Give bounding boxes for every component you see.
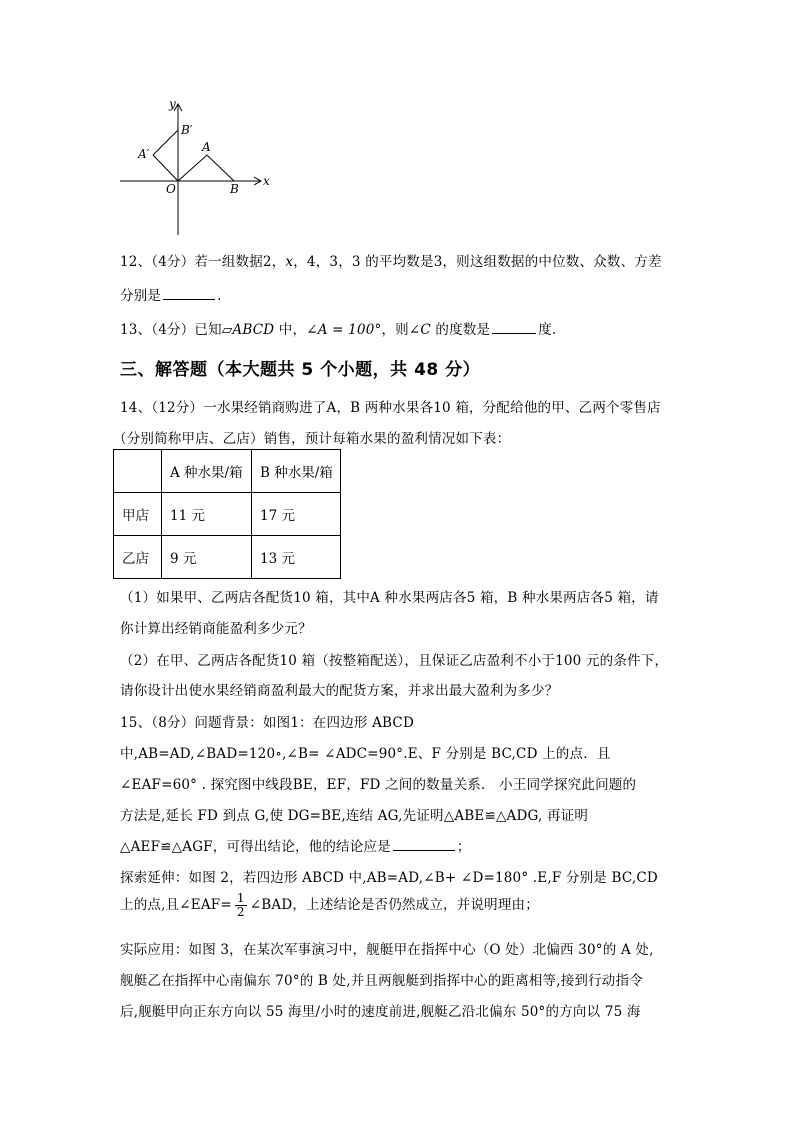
table-row [114,536,341,579]
q14-line1: 14、（12分）一水果经销商购进了A，B 两种水果各10 箱，分配给他的甲、乙两个零售店 [120,400,661,416]
table-cell: 13 元 [252,536,341,579]
table-cell: 11 元 [162,493,252,536]
q15-line8: 实际应用：如图 3，在某次军事演习中，舰艇甲在指挥中心（O 处）北偏西 30°的 A 处, [120,942,654,958]
section3-title: 三、解答题（本大题共 5 个小题，共 48 分） [120,360,481,380]
q14-part2-line2: 请你设计出使水果经销商盈利最大的配货方案，并求出最大盈利为多少？ [120,683,559,699]
q15-line1: 15、（8分）问题背景：如图1：在四边形 ABCD [120,715,414,731]
label-a: A [202,140,211,154]
table-header-row [114,450,341,493]
table-row [114,493,341,536]
q15-line10: 后,舰艇甲向正东方向以 55 海里/小时的速度前进,舰艇乙沿北偏东 50°的方向以 75 海 [120,1004,641,1020]
parallelogram-abcd: ▱ABCD [221,322,275,338]
table-header-cell [114,450,162,493]
table-header-cell: A 种水果/箱 [162,450,252,493]
table-cell: 甲店 [114,493,162,536]
angle-c: ∠C [408,322,431,338]
q15-line9: 舰艇乙在指挥中心南偏东 70°的 B 处,并且两舰艇到指挥中心的距离相等,接到行动指令 [120,973,643,989]
table-cell: 9 元 [162,536,252,579]
q13-answer-blank[interactable] [492,332,536,334]
q14-line2: （分别简称甲店、乙店）销售，预计每箱水果的盈利情况如下表： [113,431,511,447]
label-origin: O [166,182,176,196]
q15-line3: ∠EAF=60° . 探究图中线段BE，EF，FD 之间的数量关系． 小王同学探究此问题的 [120,777,637,793]
q13-line: 13、（4分）已知▱ABCD 中，∠A = 100°，则∠C 的度数是 度. [120,322,557,338]
q12-x-var: x [285,254,294,270]
table-cell: 17 元 [252,493,341,536]
q14-part2-line1: （2）在甲、乙两店各配货10 箱（按整箱配送），且保证乙店盈利不小于100 元的条件下， [120,653,669,669]
q15-answer-blank[interactable] [393,849,455,851]
table-cell: 乙店 [114,536,162,579]
profit-table [113,449,341,579]
angle-a-value: ∠A = 100° [306,322,382,338]
q15-line6: 探索延伸：如图 2，若四边形 ABCD 中,AB=AD,∠B+ ∠D=180° .E,F 分别是 BC,CD [120,870,658,886]
fraction-one-half: $\frac{1}{2}$ [236,891,245,919]
q12-line2: 分别是 . [120,288,222,304]
label-a-prime: A′ [138,147,150,161]
label-b: B [230,182,239,196]
coordinate-figure [112,95,282,240]
q12-answer-blank[interactable] [163,298,215,300]
q14-part1-line1: （1）如果甲、乙两店各配货10 箱，其中A 种水果两店各5 箱，B 种水果两店各5 箱，请 [120,590,659,606]
q15-line5: △AEF≌△AGF，可得出结论，他的结论应是 ； [120,839,471,855]
q15-line7: 上的点,且∠EAF= $\frac{1}{2}$ ∠BAD，上述结论是否仍然成立，并说明理由； [120,891,539,919]
label-b-prime: B′ [181,123,193,137]
label-y: y [169,97,176,111]
q15-line4: 方法是,延长 FD 到点 G,使 DG=BE,连结 AG,先证明△ABE≌△ADG, 再证明 [120,808,589,824]
segment-a-prime-b-prime [153,130,178,155]
table-header-cell: B 种水果/箱 [252,450,341,493]
q12-line1: 12、（4分）若一组数据2，x，4，3，3 的平均数是3，则这组数据的中位数、众数、方差 [120,254,662,270]
q14-part1-line2: 你计算出经销商能盈利多少元？ [120,621,312,637]
segment-o-a-prime [153,155,178,181]
label-x: x [263,174,270,188]
segment-o-a-b [178,155,234,181]
q15-line2: 中,AB=AD,∠BAD=120∘,∠B= ∠ADC=90°.E、F 分别是 BC,CD 上的点．且 [120,746,611,762]
